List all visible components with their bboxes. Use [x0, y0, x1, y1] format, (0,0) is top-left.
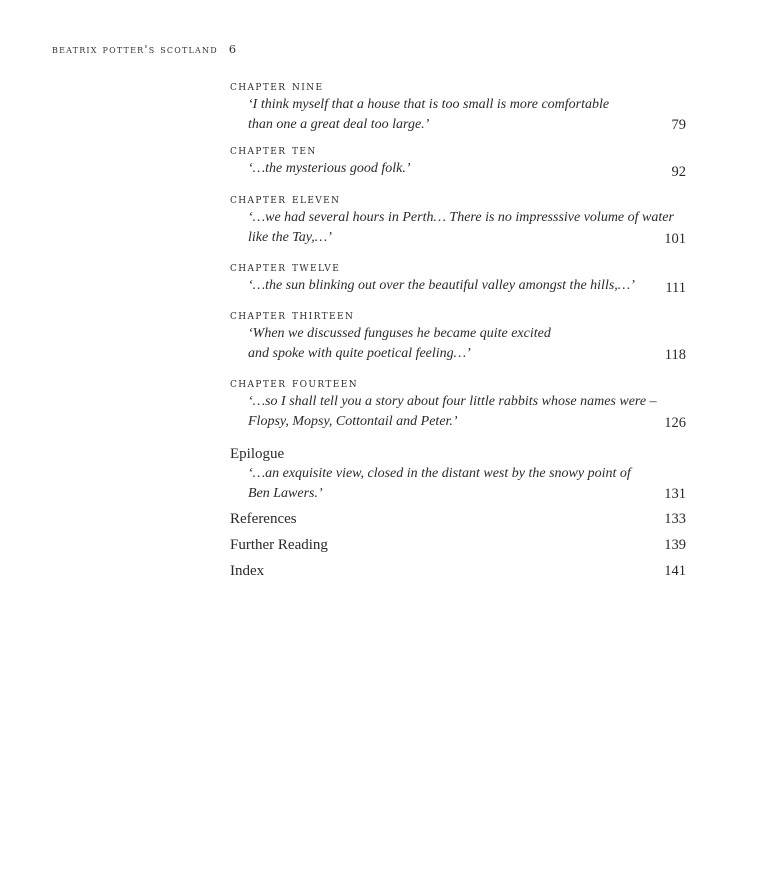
toc-entry-further-reading	[230, 532, 686, 558]
page-number: 92	[671, 164, 686, 180]
page-number: 139	[664, 537, 686, 553]
quote-line: ‘…the sun blinking out over the beautiful valley amongst the hills,…’	[248, 278, 635, 293]
chapter-label: chapter eleven	[230, 192, 341, 207]
toc-entry-chapter-twelve	[230, 259, 686, 307]
running-head-title: beatrix potter's scotland	[52, 42, 218, 56]
quote-line: ‘I think myself that a house that is too small is more comfortable	[248, 97, 610, 112]
chapter-quote	[230, 392, 686, 432]
toc-entry-chapter-nine	[230, 78, 686, 142]
quote-line: and spoke with quite poetical feeling…’	[248, 346, 471, 361]
quote-line: Flopsy, Mopsy, Cottontail and Peter.’	[248, 414, 458, 429]
page-number: 131	[664, 486, 686, 502]
chapter-label: chapter ten	[230, 143, 317, 158]
chapter-quote	[230, 159, 686, 179]
page-number: 118	[664, 347, 686, 363]
entry-title: Index	[230, 563, 265, 579]
chapter-quote	[230, 208, 686, 248]
running-head-folio: 6	[228, 42, 238, 56]
chapter-label: chapter nine	[230, 79, 324, 94]
quote-line: Ben Lawers.’	[248, 486, 323, 501]
toc-entry-references	[230, 506, 686, 532]
quote-line: than one a great deal too large.’	[248, 117, 430, 132]
quote-line: like the Tay,…’	[248, 230, 332, 245]
epilogue-title: Epilogue	[230, 446, 285, 462]
chapter-quote	[230, 324, 686, 364]
quote-line: ‘…an exquisite view, closed in the distant west by the snowy point of	[248, 466, 631, 481]
quote-line: ‘…so I shall tell you a story about four little rabbits whose names were –	[248, 394, 657, 409]
running-head	[52, 42, 237, 56]
entry-title: References	[230, 511, 297, 527]
chapter-label: chapter thirteen	[230, 308, 355, 323]
toc-entry-chapter-eleven	[230, 191, 686, 259]
toc-entry-epilogue	[230, 444, 686, 506]
chapter-quote	[230, 95, 686, 135]
chapter-label: chapter fourteen	[230, 376, 359, 391]
page-number: 141	[664, 563, 686, 579]
toc-entry-chapter-thirteen	[230, 307, 686, 375]
quote-line: ‘…we had several hours in Perth… There is no impresssive volume of water	[248, 210, 674, 225]
page-number: 101	[664, 231, 686, 247]
epilogue-quote	[230, 464, 686, 503]
toc-entry-index	[230, 558, 686, 584]
page-number: 111	[665, 280, 686, 296]
table-of-contents	[230, 78, 686, 584]
chapter-quote	[230, 276, 686, 296]
toc-entry-chapter-ten	[230, 142, 686, 191]
page-number: 79	[671, 117, 686, 133]
toc-entry-chapter-fourteen	[230, 375, 686, 444]
chapter-label: chapter twelve	[230, 260, 341, 275]
page-number: 126	[664, 415, 686, 431]
entry-title: Further Reading	[230, 537, 328, 553]
quote-line: ‘When we discussed funguses he became quite excited	[248, 326, 551, 341]
quote-line: ‘…the mysterious good folk.’	[248, 161, 411, 176]
page-number: 133	[664, 511, 686, 527]
